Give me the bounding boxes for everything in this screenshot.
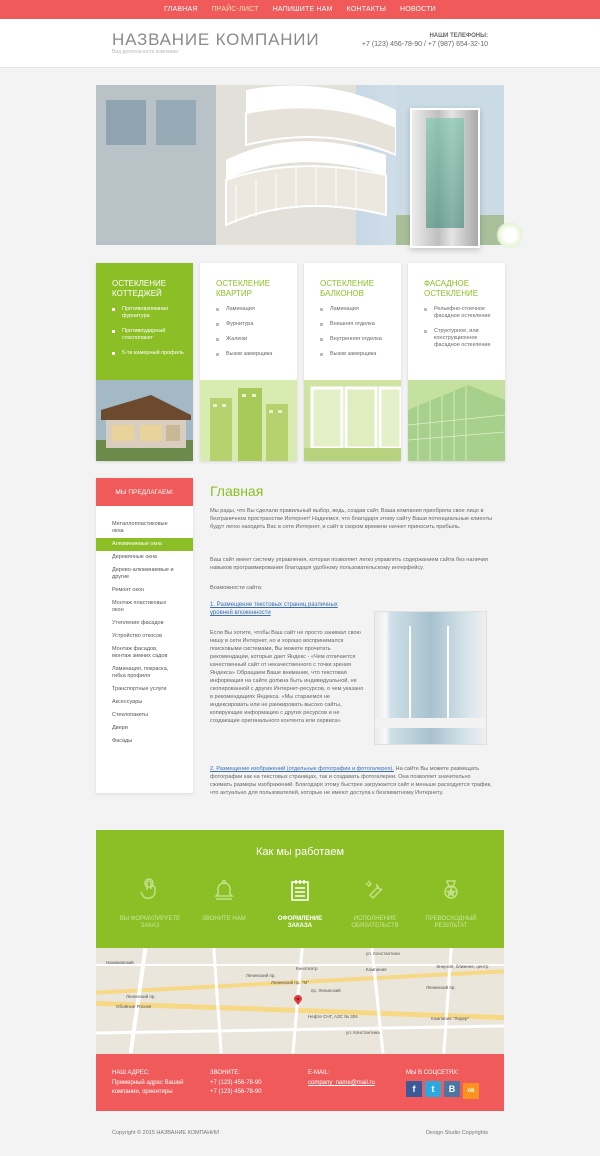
how-we-work (96, 830, 504, 948)
sidebar-item[interactable]: Транспортные услуги (112, 686, 167, 692)
feature-link-pages[interactable]: 1. Размещение текстовых страниц различных уровней вложенности (210, 602, 338, 616)
sidebar-item[interactable]: Стеклопакеты (112, 712, 149, 718)
flower-decoration (495, 222, 525, 248)
cms-paragraph: Ваш сайт имеет систему управления, которая позволяет легко управлять содержанием сайта без наличия навыков программирования благодаря удобному пользовательскому интерфейсу. (210, 557, 488, 571)
footer-address-text: Примерный адрес Вашей компании, ориентиры (112, 1080, 184, 1095)
top-nav (0, 0, 600, 19)
nav-price[interactable]: ПРАЙС-ЛИСТ (211, 6, 259, 13)
card-title: ФАСАДНОЕ ОСТЕКЛЕНИЕ (424, 279, 479, 298)
images-paragraph (210, 765, 494, 797)
card-item: Внутренняя отделка (320, 336, 394, 343)
map-pin-icon[interactable] (294, 995, 302, 1005)
footer-address-title: НАШ АДРЕС: (112, 1070, 150, 1076)
card-facades[interactable] (408, 263, 505, 461)
step-label: ПРЕВОСХОДНЫЙ РЕЗУЛЬТАТ (425, 916, 477, 929)
sidebar-item-active[interactable]: Алюминиевые окна (96, 538, 193, 551)
step-label: ОФОРМЛЕНИЕ ЗАКАЗА (277, 916, 323, 929)
sidebar-item[interactable]: Двери (112, 725, 128, 731)
nav-home[interactable]: ГЛАВНАЯ (164, 6, 198, 13)
footer-email-link[interactable]: company_name@mail.ru (308, 1080, 375, 1086)
nav-write[interactable]: НАПИШИТЕ НАМ (272, 6, 333, 13)
step-label: ЗВОНИТЕ НАМ (202, 916, 246, 922)
twitter-icon[interactable]: t (425, 1081, 441, 1097)
footer-phone[interactable]: +7 (123) 456-78-90 (210, 1080, 262, 1086)
card-title: ОСТЕКЛЕНИЕ КОТТЕДЖЕЙ (112, 279, 167, 298)
phones: +7 (123) 456-78-90 / +7 (987) 654-32-10 (361, 41, 488, 48)
company-subtitle: Вид деятельности компании (112, 49, 179, 55)
seo-paragraph: Если Вы хотите, чтобы Ваш сайт не просто занимал свою нишу в сети Интернет, но и хорошо воспринимался поисковыми системами, Вы можете прочитать рекомендации, которые дает Яндекс - «Чем отличается качественный сайт от некачественного с точки зрения Яндекса» Обращаем Ваше внимание, что текстовая информация на сайте должна быть индивидуальной, не скопированной с других Интернет-ресурсов, о чем указано в рекомендациях Яндекса. «Мы стараемся не индексировать или не ранжировать высоко сайты, копирующие информацию с других ресурсов и не создающие оригинального контента или сервиса» (210, 630, 364, 724)
card-item: Противоударный стеклопакет (112, 328, 186, 342)
map-street-label: ул. Константина (366, 951, 400, 956)
footer-address (112, 1069, 198, 1097)
notepad-icon (288, 878, 312, 902)
card-item: Вызов замерщика (320, 351, 394, 358)
apartments-photo (200, 380, 297, 461)
card-title: ОСТЕКЛЕНИЕ БАЛКОНОВ (320, 279, 375, 298)
how-title: Как мы работаем (255, 846, 345, 858)
intro-paragraph: Мы рады, что Вы сделали правильный выбор, ведь, создав сайт, Ваша компания приобрела свое лицо в безграничном пространстве Интернет! Надеемся, что благодаря этому сайту Ваши потенциальные клиенты будут легко находить Вас в сети Интернет, и сайт в скором времени начнет приносить прибыль. (210, 508, 493, 530)
vk-icon[interactable]: B (444, 1081, 460, 1097)
sidebar-menu (96, 478, 193, 793)
nav-contacts[interactable]: КОНТАКТЫ (346, 6, 386, 13)
features-heading: Возможности сайта: (210, 585, 263, 591)
footer-phones (210, 1069, 262, 1097)
map-street-label: Ленинский пр. (126, 994, 156, 999)
step-label: ИСПОЛНЕНИЕ ОБЯЗАТЕЛЬСТВ (351, 916, 399, 929)
copyright: Copyright © 2015 НАЗВАНИЕ КОМПАНИИ (112, 1130, 220, 1136)
step-2[interactable] (189, 878, 259, 923)
card-item: Ламинация (216, 306, 290, 313)
step-4[interactable] (340, 878, 410, 930)
card-cottages[interactable] (96, 263, 193, 461)
map-place-label: Обойные Россия (116, 1004, 152, 1009)
facade-photo (408, 380, 505, 461)
design-credit[interactable]: Design Studio Copyrights (425, 1130, 488, 1136)
step-label: ВЫ ФОРМУЛИРУЕТЕ ЗАКАЗ (119, 916, 181, 929)
phones-label: НАШИ ТЕЛЕФОНЫ: (429, 33, 488, 39)
sidebar-item[interactable]: Фасады (112, 738, 133, 744)
sidebar-item[interactable]: Металлопластиковые окна (112, 521, 168, 534)
nav-news[interactable]: НОВОСТИ (400, 6, 436, 13)
map-street-label: Нахимовский (106, 960, 134, 965)
step-5[interactable] (416, 878, 486, 930)
facebook-icon[interactable]: f (406, 1081, 422, 1097)
map-street-label: ул. Константина (346, 1030, 380, 1035)
feature-link-images[interactable]: 2. Размещение изображений (отдельные фотографии и фотогалерея). (210, 766, 394, 772)
bell-icon (212, 878, 236, 902)
card-item: Вызов замерщика (216, 351, 290, 358)
footer-email-title: E-MAIL: (308, 1070, 330, 1076)
images-text: На сайте Вы можете размещать фотографии как на текстовых страницах, так и создавать фотогалереи. Она позволяет значительно сжимать размеры изображений. Благодаря этому быстрее загружается сайт и меньше расходуется трафик, что актуально для пользователей, которые не имеют доступа к безлимитному Интернету. (210, 766, 492, 796)
company-logo[interactable]: НАЗВАНИЕ КОМПАНИИ (112, 30, 320, 49)
sidebar-item[interactable]: Утепление фасадов (112, 620, 164, 626)
sidebar-item[interactable]: Дерево-алюминиевые и другие (112, 567, 174, 580)
service-cards (96, 263, 504, 461)
map-place-label: Кинотеатр (296, 966, 318, 971)
sidebar-item[interactable]: Аксессуары (112, 699, 143, 705)
footer-call-title: ЗВОНИТЕ: (210, 1070, 241, 1076)
card-item: Фурнитура (216, 321, 290, 328)
balcony-photo (304, 380, 401, 461)
map-place-label: Нефте СНГ, АЗС № 304 (308, 1014, 358, 1019)
hand-icon (138, 878, 162, 902)
card-item: Структурное, или конструкционное фасадное остекление (424, 328, 498, 349)
map-street-label: Ленинский пр. "М" (271, 980, 309, 985)
footer-email (308, 1069, 375, 1088)
card-item: Рельефно-стоечное фасадное остекление (424, 306, 498, 320)
card-apartments[interactable] (200, 263, 297, 461)
sidebar-item[interactable]: Деревянные окна (112, 554, 157, 560)
footer (96, 1054, 504, 1111)
odnoklassniki-icon[interactable]: ok (463, 1083, 479, 1099)
window-interior-photo (374, 611, 487, 745)
map-street-label: Ленинский пр. (426, 985, 456, 990)
map-place-label: Энергия, ближнее, центр (436, 964, 489, 969)
card-item: Противовзломная фурнитура (112, 306, 186, 320)
header (0, 19, 600, 68)
card-item: Жалюзи (216, 336, 290, 343)
map-place-label: Компания "Лидер" (431, 1016, 470, 1021)
map-street-label: пр. Ленинский (311, 988, 341, 993)
sidebar-item[interactable]: Ламинация, покраска, гибка профиля (112, 666, 169, 679)
sidebar-item[interactable]: Монтаж пластиковых окон (112, 600, 167, 613)
sidebar-item[interactable]: Устройство откосов (112, 633, 163, 639)
map-place-label: Компания (366, 967, 387, 972)
map-street-label: Ленинский пр. (246, 973, 276, 978)
sidebar-item[interactable]: Монтаж фасадов, монтаж зимних садов (112, 646, 168, 659)
wrench-icon (363, 878, 387, 902)
window-profile-image (410, 108, 480, 248)
medal-icon (439, 878, 463, 902)
footer-phone[interactable]: +7 (123) 456-78-90 (210, 1089, 262, 1095)
card-balconies[interactable] (304, 263, 401, 461)
card-title: ОСТЕКЛЕНИЕ КВАРТИР (216, 279, 271, 298)
step-3[interactable] (265, 878, 335, 930)
sidebar-title: МЫ ПРЕДЛАГАЕМ: (96, 478, 193, 506)
page-title: Главная (210, 483, 264, 499)
card-item: Внешняя отделка (320, 321, 394, 328)
card-item: Ламинация (320, 306, 394, 313)
cottage-photo (96, 380, 193, 461)
footer-social (406, 1069, 482, 1099)
step-1[interactable] (115, 878, 185, 930)
card-item: 5-ти камерный профиль (112, 350, 186, 357)
sidebar-item[interactable]: Ремонт окон (112, 587, 145, 593)
footer-social-title: МЫ В СОЦСЕТЯХ: (406, 1070, 459, 1076)
